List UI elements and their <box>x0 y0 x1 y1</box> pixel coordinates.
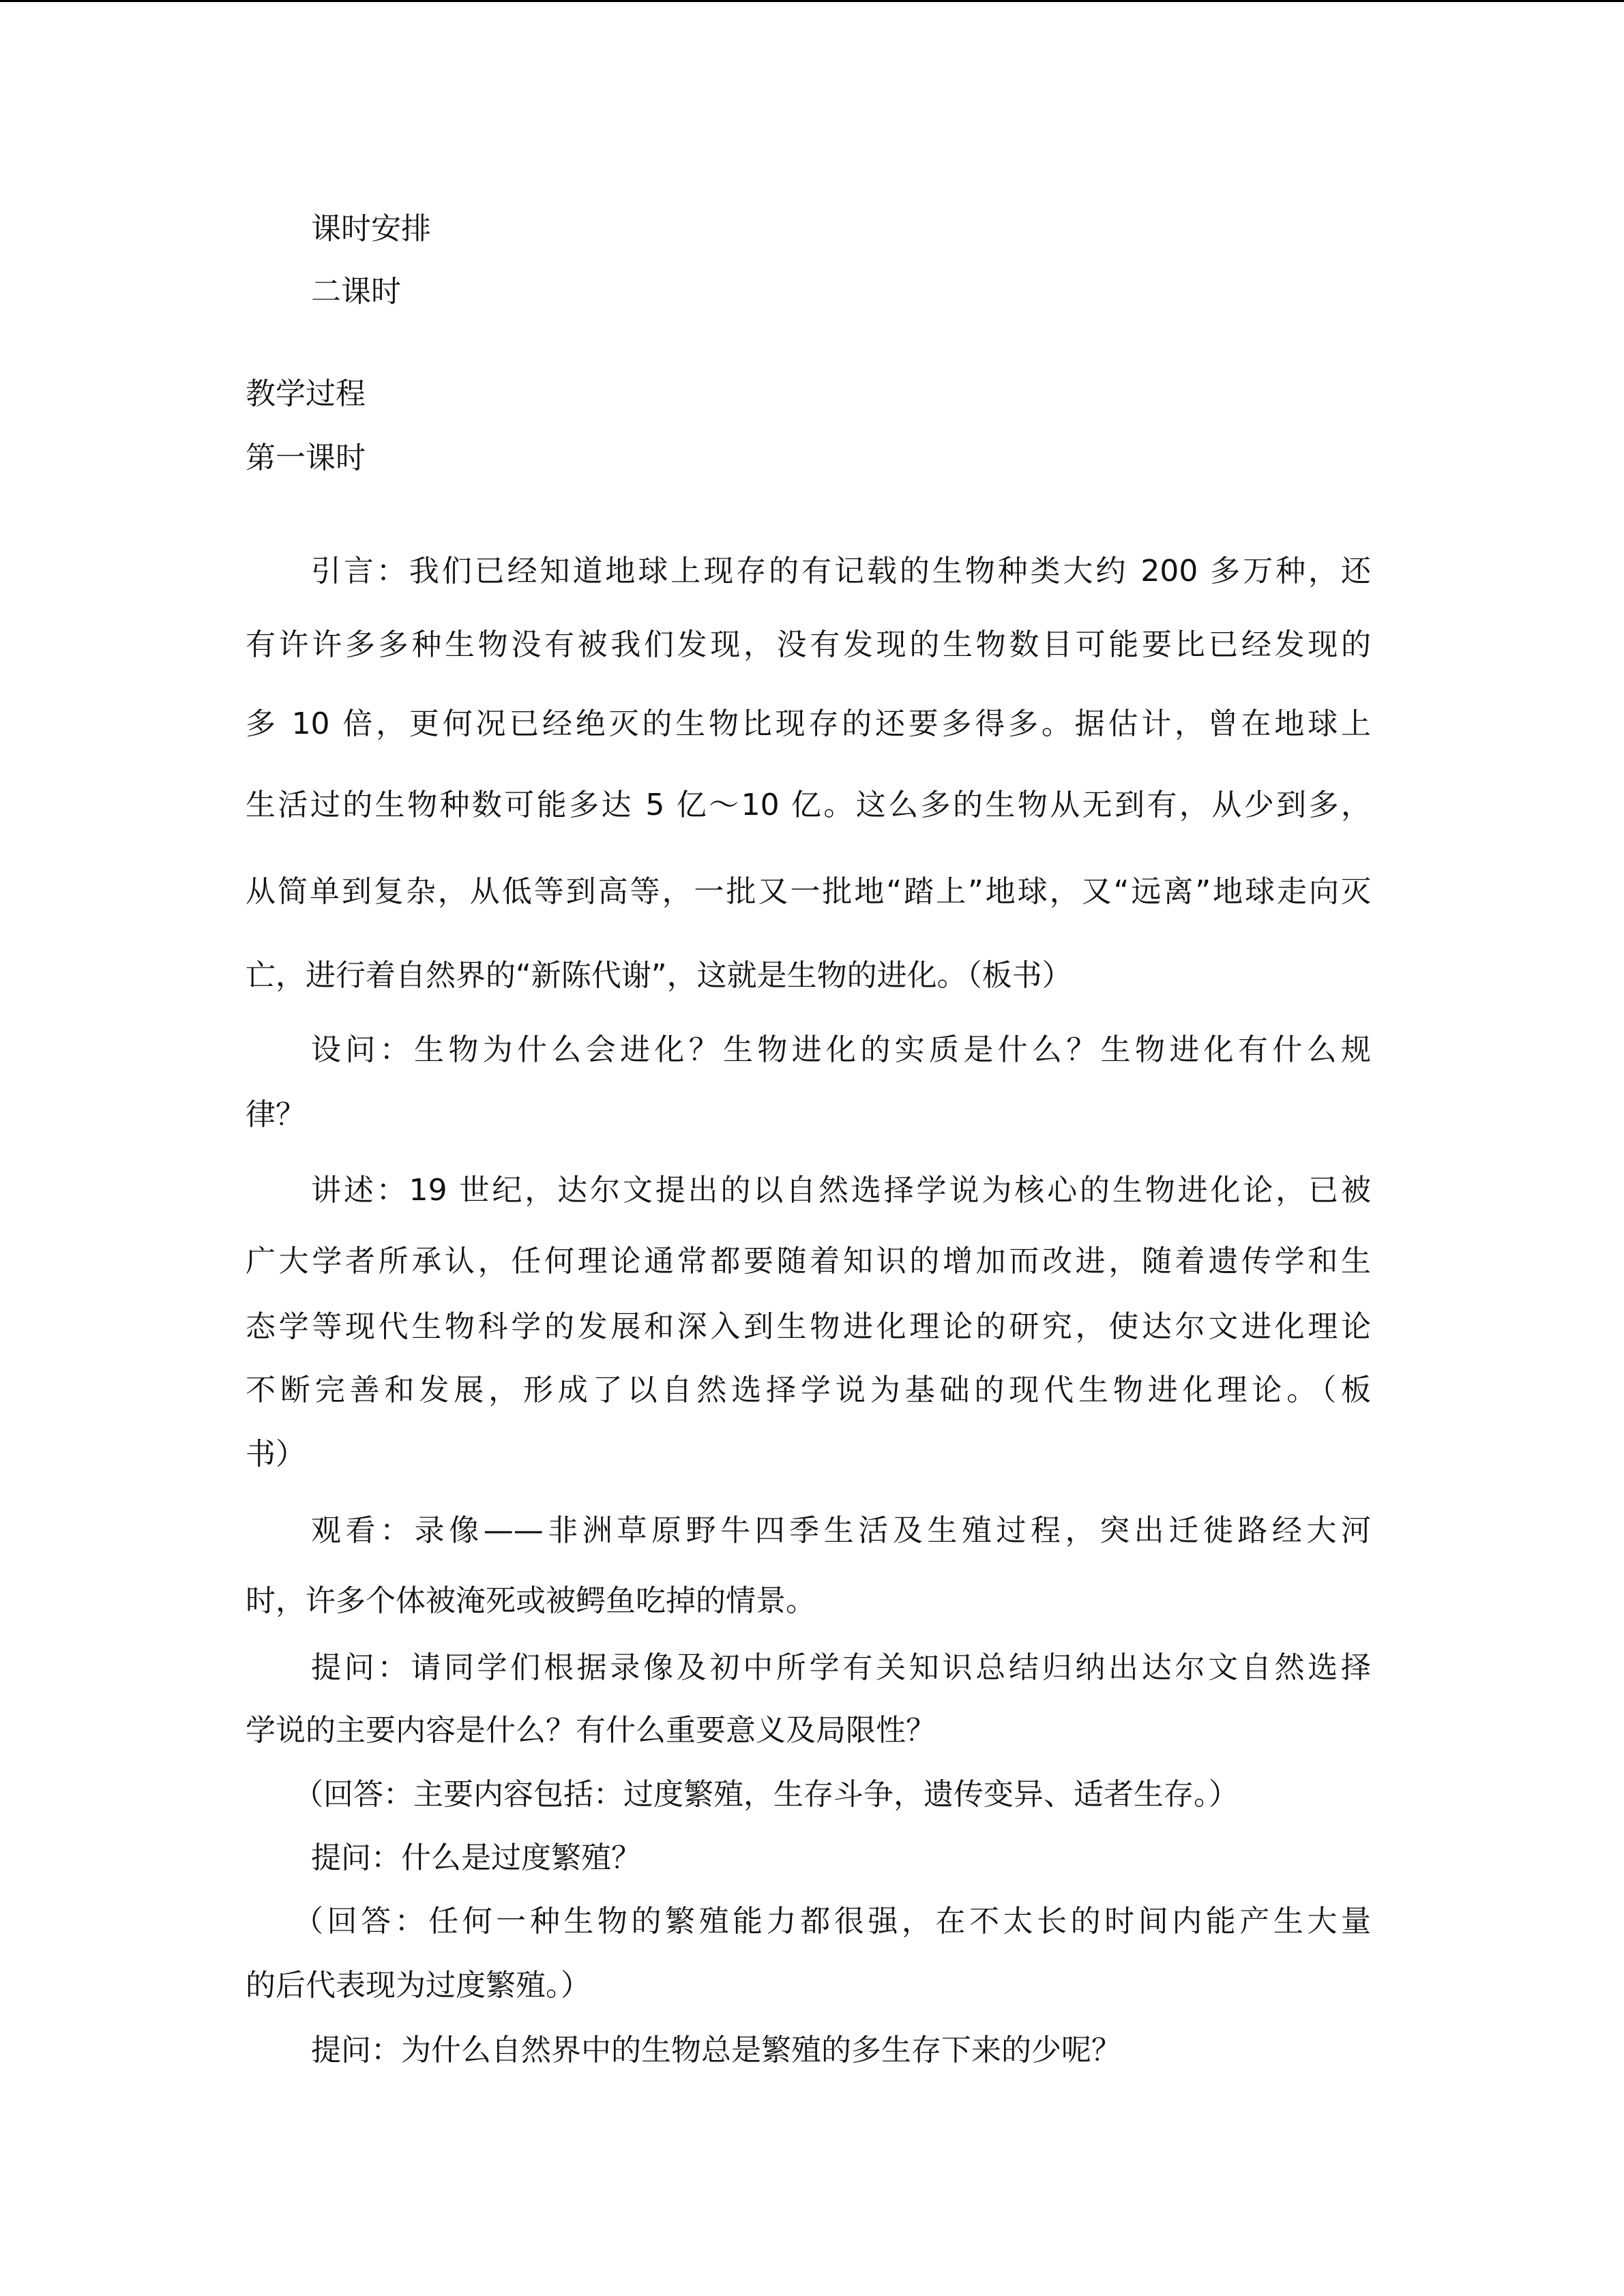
paragraph-line: 提问：什么是过度繁殖？ <box>311 1840 641 1875</box>
paragraph-line: 提问：为什么自然界中的生物总是繁殖的多生存下来的少呢？ <box>311 2033 1121 2068</box>
paragraph-line: 书） <box>246 1437 306 1472</box>
paragraph-line: 态学等现代生物科学的发展和深入到生物进化理论的研究，使达尔文进化理论 <box>246 1309 1371 1344</box>
schedule-value: 二课时 <box>311 274 401 309</box>
paragraph-line: （回答：主要内容包括：过度繁殖，生存斗争，遗传变异、适者生存。） <box>293 1777 1239 1812</box>
paragraph-line: 提问：请同学们根据录像及初中所学有关知识总结归纳出达尔文自然选择 <box>311 1650 1371 1685</box>
page-top-border <box>0 0 1624 2</box>
paragraph-line: 从简单到复杂，从低等到高等，一批又一批地“踏上”地球，又“远离”地球走向灭 <box>246 874 1371 909</box>
lesson-heading: 第一课时 <box>246 441 366 475</box>
paragraph-line: 设问：生物为什么会进化？生物进化的实质是什么？生物进化有什么规 <box>311 1032 1371 1067</box>
paragraph-line: 生活过的生物种数可能多达 5 亿～10 亿。这么多的生物从无到有，从少到多， <box>246 788 1371 822</box>
paragraph-line: 多 10 倍，更何况已经绝灭的生物比现存的还要多得多。据估计，曾在地球上 <box>246 706 1371 741</box>
schedule-heading: 课时安排 <box>311 211 431 246</box>
paragraph-line: 有许许多多种生物没有被我们发现，没有发现的生物数目可能要比已经发现的 <box>246 627 1371 662</box>
paragraph-line: 引言：我们已经知道地球上现存的有记载的生物种类大约 200 多万种，还 <box>311 554 1371 588</box>
paragraph-line: 不断完善和发展，形成了以自然选择学说为基础的现代生物进化理论。（板 <box>246 1373 1371 1407</box>
paragraph-line: （回答：任何一种生物的繁殖能力都很强，在不太长的时间内能产生大量 <box>293 1904 1371 1939</box>
paragraph-line: 学说的主要内容是什么？有什么重要意义及局限性？ <box>246 1713 936 1748</box>
paragraph-line: 广大学者所承认，任何理论通常都要随着知识的增加而改进，随着遗传学和生 <box>246 1244 1371 1279</box>
paragraph-line: 的后代表现为过度繁殖。） <box>246 1968 591 2003</box>
paragraph-line: 讲述：19 世纪，达尔文提出的以自然选择学说为核心的生物进化论，已被 <box>311 1173 1371 1208</box>
paragraph-line: 观看：录像——非洲草原野牛四季生活及生殖过程，突出迁徙路经大河 <box>311 1513 1371 1548</box>
paragraph-line: 亡，进行着自然界的“新陈代谢”，这就是生物的进化。（板书） <box>246 958 1072 993</box>
paragraph-line: 律？ <box>246 1097 306 1132</box>
paragraph-line: 时，许多个体被淹死或被鳄鱼吃掉的情景。 <box>246 1583 816 1618</box>
process-heading: 教学过程 <box>246 376 366 411</box>
